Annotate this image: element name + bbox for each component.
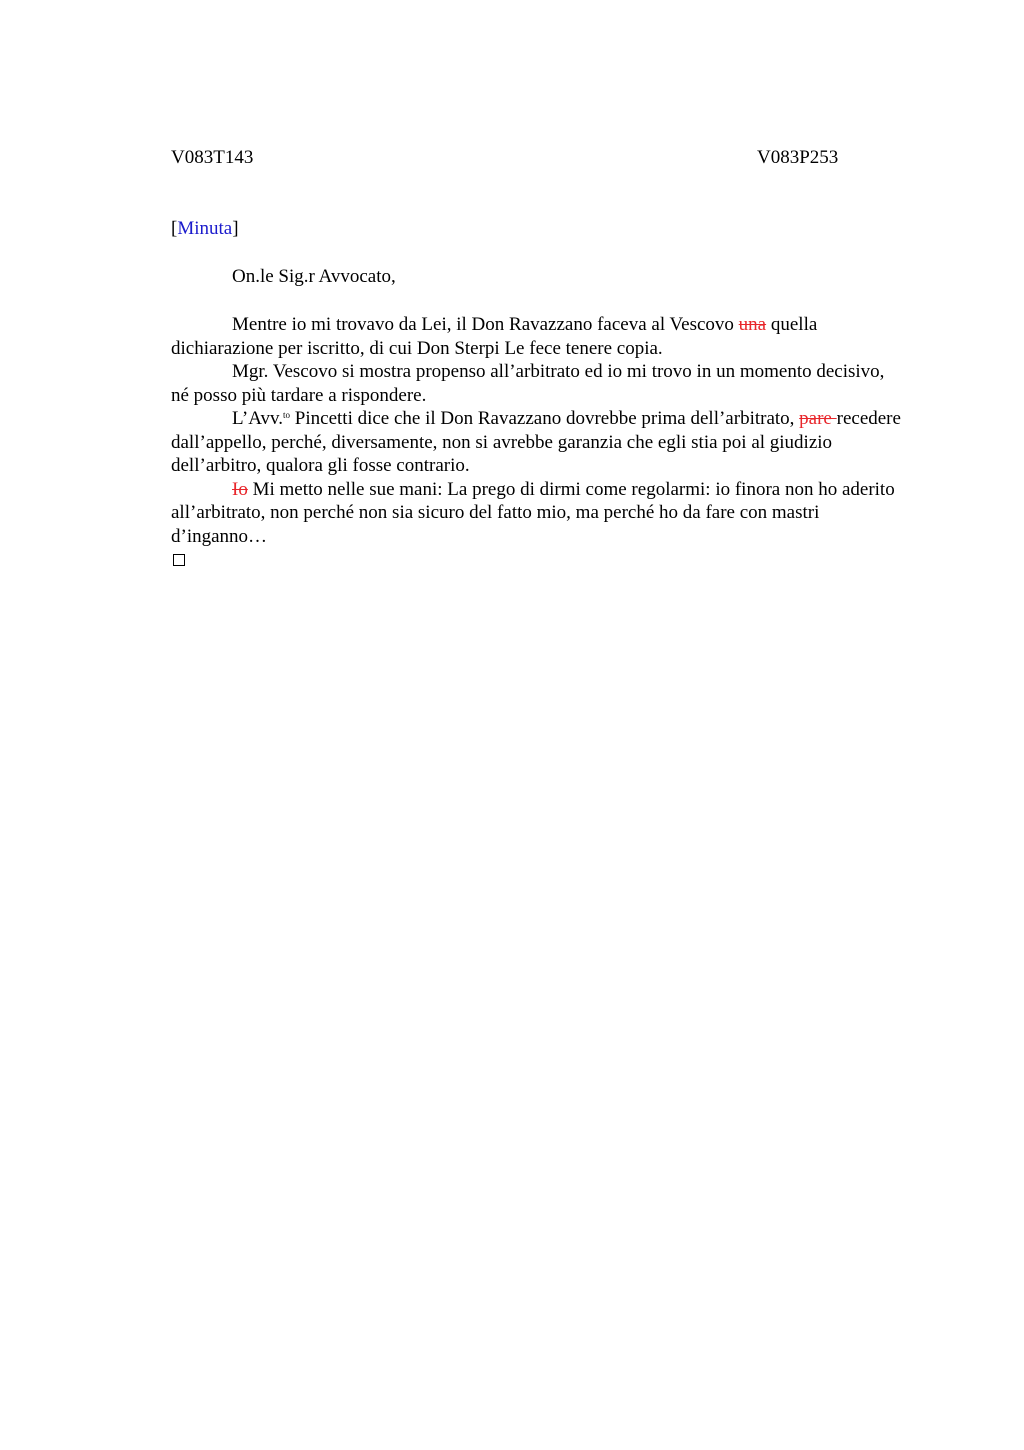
label-word: Minuta xyxy=(177,218,233,239)
paragraph-1-text-b: quella dichiarazione per iscritto, di cui Don Sterpi Le fece tenere copia. xyxy=(171,314,818,359)
paragraph-4-text: Mi metto nelle sue mani: La prego di dirmi come regolarmi: io finora non ho aderito all’arbitrato, non perché non sia sicuro del fatto mio, ma perché ho da fare con mastri d’inganno… xyxy=(171,478,895,547)
paragraph-3 xyxy=(171,407,901,478)
superscript-abbrev: to xyxy=(283,410,291,420)
salutation: On.le Sig.r Avvocato, xyxy=(232,266,396,287)
paragraph-4 xyxy=(171,478,901,549)
deleted-word: una xyxy=(738,314,767,335)
document-type-label xyxy=(171,218,239,240)
label-open-bracket: [ xyxy=(171,218,178,239)
paragraph-3-text-c: recedere dall’appello, perché, diversamente, non si avrebbe garanzia che egli stia poi al giudizio dell’arbitro, qualora gli fosse contrario. xyxy=(171,408,901,476)
label-close-bracket: ] xyxy=(232,218,239,239)
letter-body xyxy=(171,313,901,548)
document-code-right: V083P253 xyxy=(757,147,839,168)
document-code-left: V083T143 xyxy=(171,147,254,168)
paragraph-1 xyxy=(171,313,901,360)
deleted-word: pare xyxy=(799,408,837,429)
paragraph-2-text: Mgr. Vescovo si mostra propenso all’arbitrato ed io mi trovo in un momento decisivo, né posso più tardare a rispondere. xyxy=(171,361,885,406)
paragraph-3-text-b: Pincetti dice che il Don Ravazzano dovrebbe prima dell’arbitrato, xyxy=(290,408,800,429)
paragraph-1-text-a: Mentre io mi trovavo da Lei, il Don Ravazzano faceva al Vescovo xyxy=(232,314,739,335)
paragraph-2 xyxy=(171,360,901,407)
paragraph-3-text-a: L’Avv. xyxy=(232,408,284,429)
deleted-word: Io xyxy=(232,478,248,500)
end-marker-box xyxy=(173,554,185,566)
